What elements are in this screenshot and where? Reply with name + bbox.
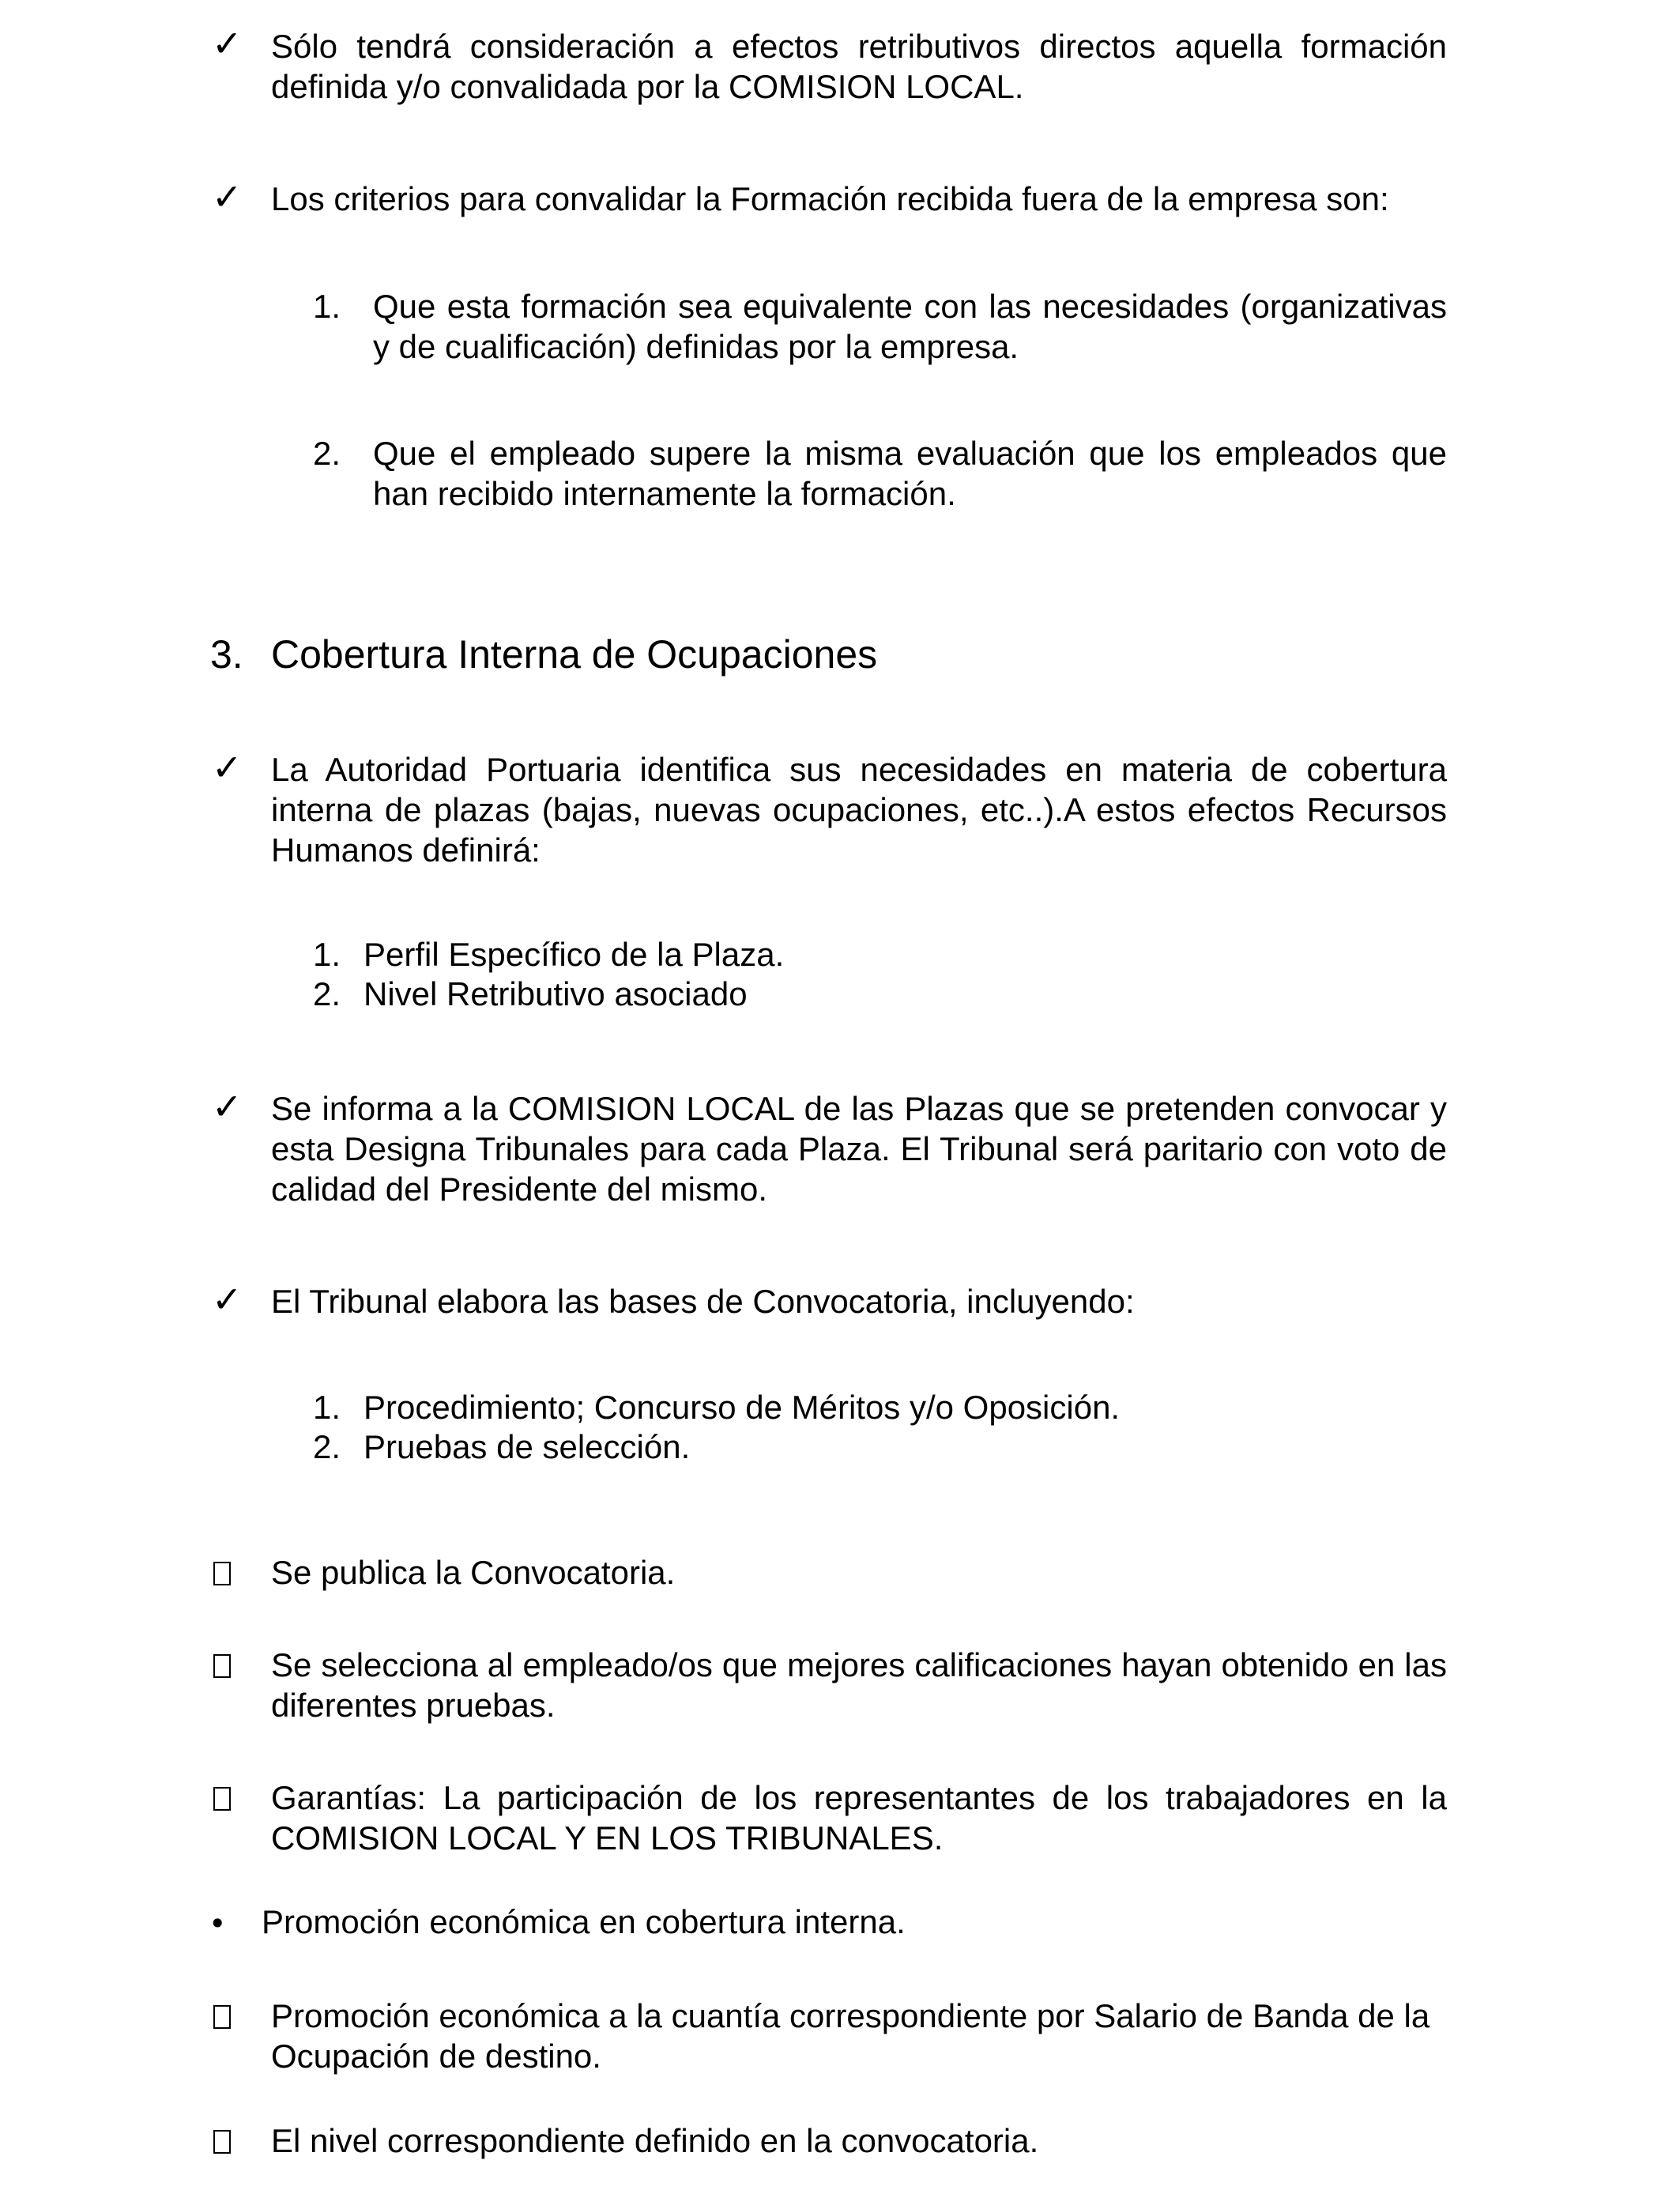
- list-number: 1.: [313, 936, 341, 973]
- list-number: 1.: [313, 1389, 341, 1426]
- checkmark-icon: ✓: [212, 175, 243, 218]
- section-item: Garantías: La participación de los representantes de los trabajadores en la COMISION LOCAL Y EN LOS TRIBUNALES.: [271, 1779, 1447, 1857]
- list-item: Nivel Retributivo asociado: [363, 975, 748, 1012]
- empty-box-icon: [213, 2120, 231, 2154]
- checkmark-icon: ✓: [212, 746, 243, 789]
- section-item: La Autoridad Portuaria identifica sus necesidades en materia de cobertura interna de plazas (bajas, nuevas ocupaciones, etc..).A estos efectos Recursos Humanos definirá:: [271, 751, 1447, 869]
- empty-box-icon: [213, 1996, 231, 2029]
- section-number: 3.: [210, 632, 243, 677]
- list-number: 2.: [313, 435, 341, 472]
- section-item: Promoción económica a la cuantía correspondiente por Salario de Banda de la Ocupación de destino.: [271, 1997, 1430, 2075]
- empty-box-icon: [213, 1777, 231, 1811]
- section-item: Promoción económica en cobertura interna.: [262, 1903, 906, 1940]
- list-item: Pruebas de selección.: [363, 1428, 691, 1465]
- list-item: Perfil Específico de la Plaza.: [363, 936, 785, 973]
- list-item: Que el empleado supere la misma evaluación que los empleados que han recibido internamente la formación.: [373, 435, 1447, 512]
- criterio-item: Sólo tendrá consideración a efectos retributivos directos aquella formación definida y/o convalidada por la COMISION LOCAL.: [271, 28, 1447, 105]
- checkmark-icon: ✓: [212, 1278, 243, 1321]
- checkmark-icon: ✓: [212, 1085, 243, 1128]
- checkmark-icon: ✓: [212, 22, 243, 65]
- list-number: 1.: [313, 288, 341, 325]
- list-item: Que esta formación sea equivalente con las necesidades (organizativas y de cualificación) definidas por la empresa.: [373, 288, 1447, 365]
- section-item: El Tribunal elabora las bases de Convocatoria, incluyendo:: [271, 1283, 1135, 1320]
- list-item: Procedimiento; Concurso de Méritos y/o Oposición.: [363, 1389, 1121, 1426]
- empty-box-icon: [213, 1645, 231, 1678]
- criterio-item: Los criterios para convalidar la Formación recibida fuera de la empresa son:: [271, 180, 1389, 217]
- bullet-icon: •: [209, 1906, 227, 1941]
- list-number: 2.: [313, 1428, 341, 1465]
- empty-box-icon: [213, 1552, 231, 1585]
- section-title: Cobertura Interna de Ocupaciones: [271, 632, 878, 677]
- section-item: Se publica la Convocatoria.: [271, 1554, 676, 1591]
- list-number: 2.: [313, 975, 341, 1012]
- section-item: El nivel correspondiente definido en la convocatoria.: [271, 2122, 1039, 2159]
- section-item: Se selecciona al empleado/os que mejores calificaciones hayan obtenido en las diferentes pruebas.: [271, 1646, 1447, 1724]
- section-item: Se informa a la COMISION LOCAL de las Plazas que se pretenden convocar y esta Designa Tribunales para cada Plaza. El Tribunal será paritario con voto de calidad del Presidente del mismo.: [271, 1090, 1447, 1208]
